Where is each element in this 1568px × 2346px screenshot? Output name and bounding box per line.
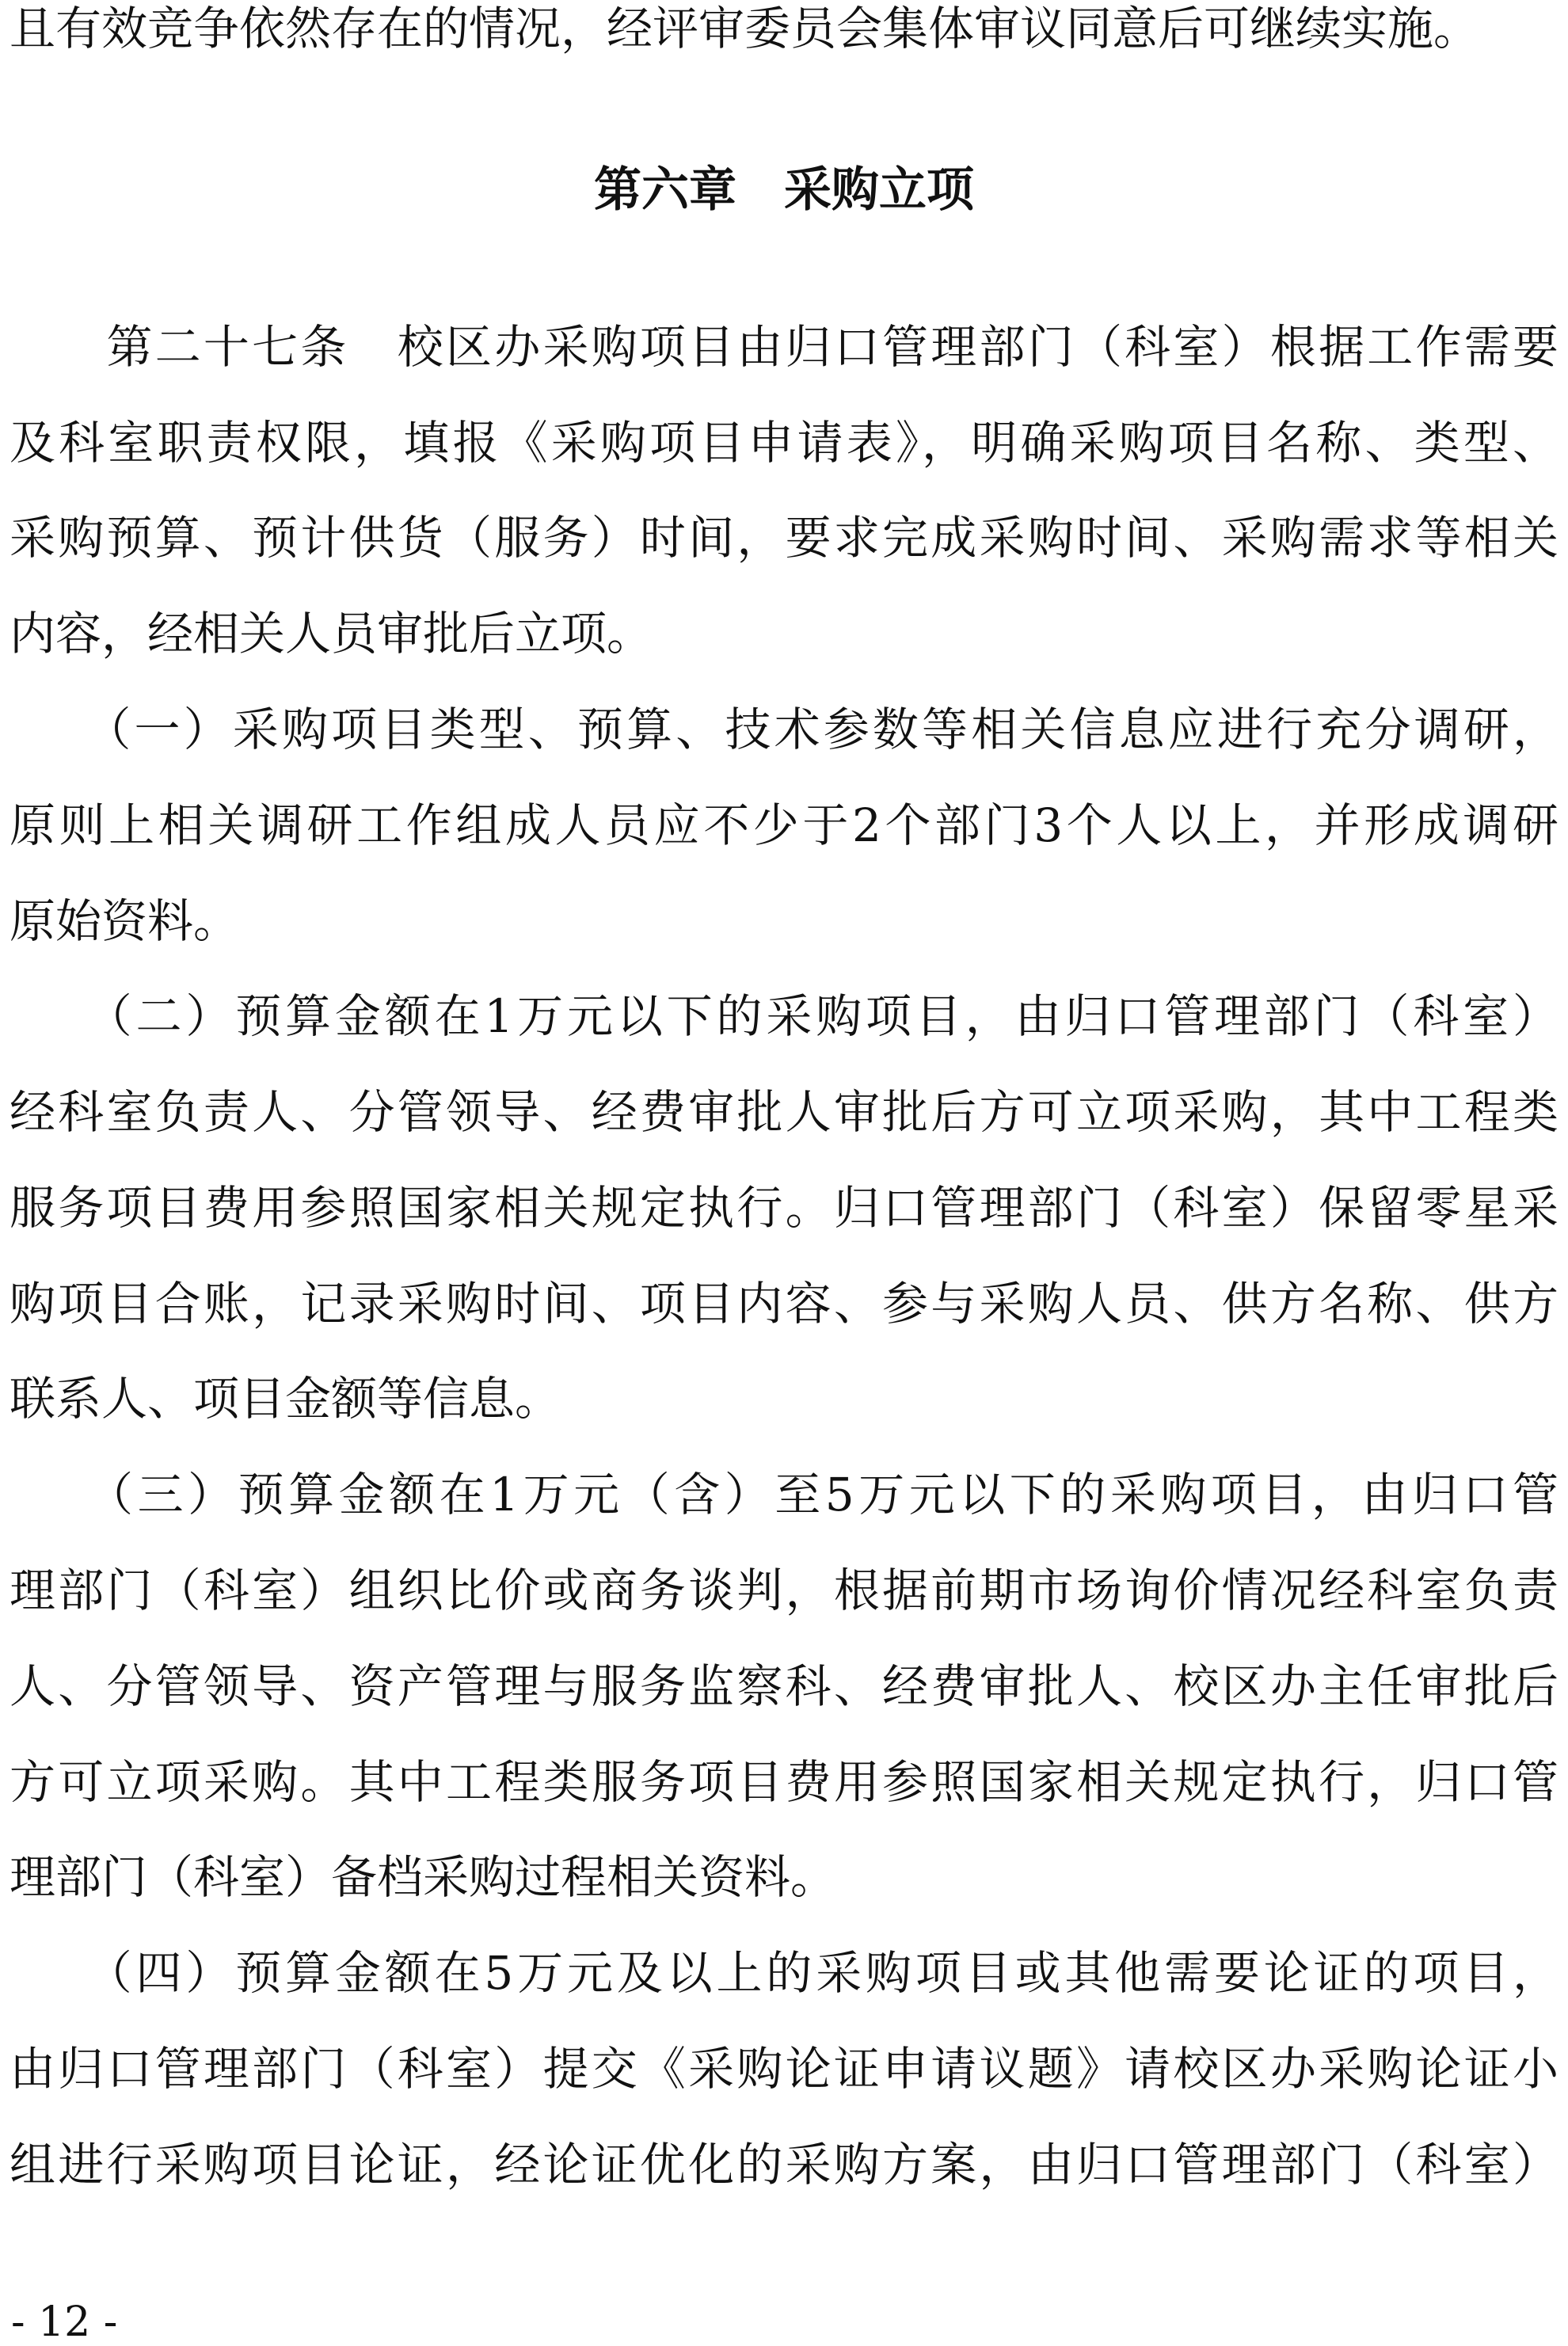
text-line: 原则上相关调研工作组成人员应不少于2个部门3个人以上，并形成调研 [10,798,1558,852]
text-line: 人、分管领导、资产管理与服务监察科、经费审批人、校区办主任审批后 [10,1659,1558,1713]
text-line: 联系人、项目金额等信息。 [10,1372,561,1426]
text-line: （三）预算金额在1万元（含）至5万元以下的采购项目，由归口管 [10,1468,1558,1521]
text-line: 购项目合账，记录采购时间、项目内容、参与采购人员、供方名称、供方 [10,1277,1558,1331]
text-line: 服务项目费用参照国家相关规定执行。归口管理部门（科室）保留零星采 [10,1181,1558,1235]
page-number: - 12 - [11,2298,118,2346]
text-line: （四）预算金额在5万元及以上的采购项目或其他需要论证的项目， [10,1946,1558,2000]
chapter-title: 第六章 采购立项 [594,162,974,218]
text-line: 原始资料。 [10,894,240,948]
text-line: 组进行采购项目论证，经论证优化的采购方案，由归口管理部门（科室） [10,2138,1558,2192]
text-line: 内容，经相关人员审批后立项。 [10,607,653,661]
text-line: 且有效竞争依然存在的情况，经评审委员会集体审议同意后可继续实施。 [10,2,1480,55]
text-line: 理部门（科室）备档采购过程相关资料。 [10,1850,837,1904]
text-line: 方可立项采购。其中工程类服务项目费用参照国家相关规定执行，归口管 [10,1755,1558,1809]
text-line: 第二十七条 校区办采购项目由归口管理部门（科室）根据工作需要 [10,320,1558,374]
text-line: 及科室职责权限，填报《采购项目申请表》，明确采购项目名称、类型、 [10,416,1558,470]
text-line: 经科室负责人、分管领导、经费审批人审批后方可立项采购，其中工程类 [10,1085,1558,1139]
text-line: 由归口管理部门（科室）提交《采购论证申请议题》请校区办采购论证小 [10,2042,1558,2096]
text-line: 采购预算、预计供货（服务）时间，要求完成采购时间、采购需求等相关 [10,511,1558,565]
text-line: （二）预算金额在1万元以下的采购项目，由归口管理部门（科室） [10,989,1558,1043]
text-line: 理部门（科室）组织比价或商务谈判，根据前期市场询价情况经科室负责 [10,1563,1558,1617]
text-line: （一）采购项目类型、预算、技术参数等相关信息应进行充分调研， [10,703,1558,756]
